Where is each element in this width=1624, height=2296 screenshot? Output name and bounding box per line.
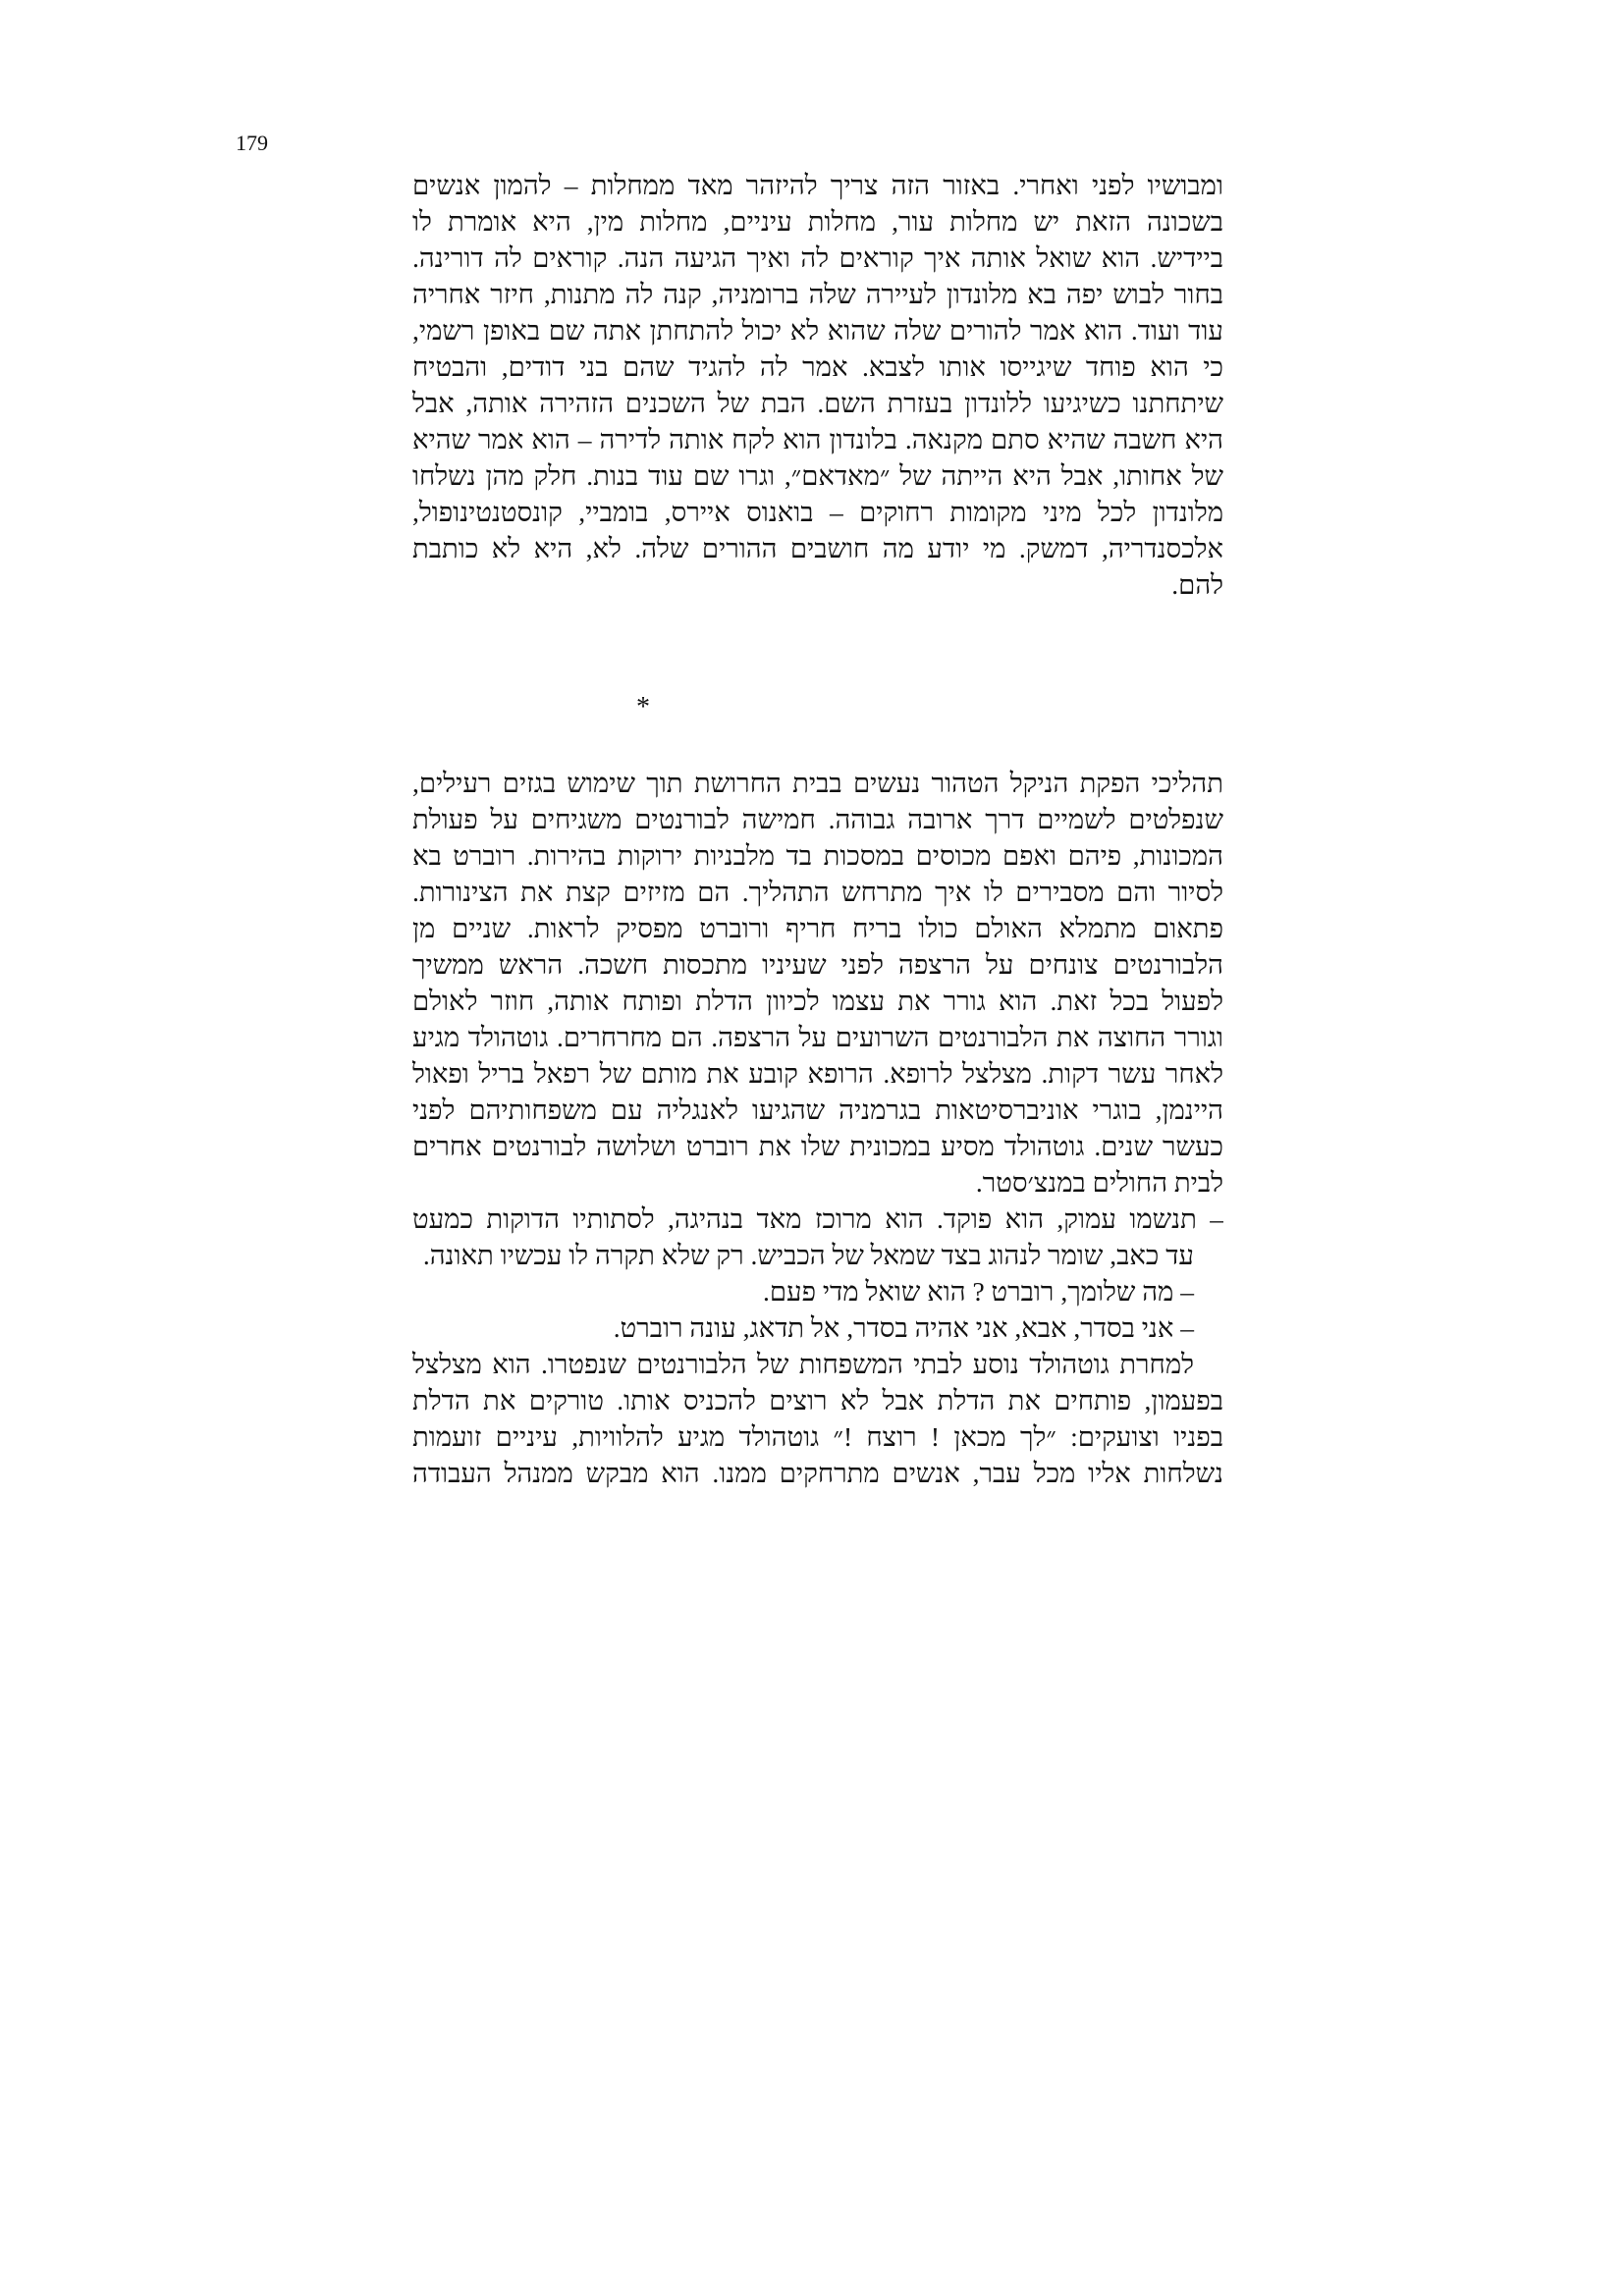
text-line: שיתחתנו כשיגיעו ללונדון בעזרת השם. הבת של השכנים הזהירה אותה, אבל bbox=[412, 388, 1223, 418]
text-line: ביידיש. הוא שואל אותה איך קוראים לה ואיך הגיעה הנה. קוראים לה דורינה. bbox=[412, 242, 1223, 273]
section-2-text bbox=[412, 765, 1223, 1491]
text-line: בפניו וצועקים: ״לך מכאן ! רוצח !״ גוטהולד מגיע להלוויות, עיניים זועמות bbox=[412, 1421, 1223, 1452]
text-line: כעשר שנים. גוטהולד מסיע במכונית שלו את רוברט ושלושה לבורנטים אחרים bbox=[412, 1131, 1223, 1161]
text-line: בפעמון, פותחים את הדלת אבל לא רוצים להכניס אותו. טורקים את הדלת bbox=[412, 1385, 1223, 1415]
text-line: ומבושיו לפני ואחרי. באזור הזה צריך להיזהר מאד ממחלות – להמון אנשים bbox=[412, 170, 1223, 200]
text-line: למחרת גוטהולד נוסע לבתי המשפחות של הלבורנטים שנפטרו. הוא מצלצל bbox=[412, 1349, 1194, 1379]
page-number: 179 bbox=[236, 131, 268, 155]
text-line: בשכונה הזאת יש מחלות עור, מחלות עיניים, מחלות מין, היא אומרת לו bbox=[412, 206, 1223, 237]
text-line: שנפלטים לשמיים דרך ארובה גבוהה. חמישה לבורנטים משגיחים על פעולת bbox=[412, 804, 1223, 834]
text-line: עוד ועוד. הוא אמר להורים שלה שהוא לא יכול להתחתן אתה שם באופן רשמי, bbox=[412, 315, 1223, 346]
text-line: תהליכי הפקת הניקל הטהור נעשים בבית החרושת תוך שימוש בגזים רעילים, bbox=[412, 768, 1223, 798]
text-line: וגורר החוצה את הלבורנטים השרועים על הרצפה. הם מחרחרים. גוטהולד מגיע bbox=[412, 1022, 1223, 1052]
text-line: המכונות, פיהם ואפם מכוסים במסכות בד מלבניות ירוקות בהירות. רוברט בא bbox=[412, 840, 1223, 871]
text-line: עד כאב, שומר לנהוג בצד שמאל של הכביש. רק שלא תקרה לו עכשיו תאונה. bbox=[422, 1240, 1194, 1270]
dialogue-line: – תנשמו עמוק, הוא פוקד. הוא מרוכז מאד בנהיגה, לסתותיו הדוקות כמעט bbox=[412, 1203, 1223, 1234]
text-line: היא חשבה שהיא סתם מקנאה. בלונדון הוא לקח אותה לדירה – הוא אמר שהיא bbox=[412, 424, 1223, 454]
text-line: בחור לבוש יפה בא מלונדון לעיירה שלה ברומניה, קנה לה מתנות, חיזר אחריה bbox=[412, 279, 1223, 309]
text-line: כי הוא פוחד שיגייסו אותו לצבא. אמר לה להגיד שהם בני דודים, והבטיח bbox=[412, 351, 1223, 382]
section-1-text bbox=[412, 167, 1223, 603]
asterisk-separator: * bbox=[636, 692, 650, 722]
text-line: לפעול בכל זאת. הוא גורר את עצמו לכיוון הדלת ופותח אותה, חוזר לאולם bbox=[412, 986, 1223, 1016]
dialogue-line: – מה שלומך, רוברט ? הוא שואל מדי פעם. bbox=[762, 1276, 1194, 1307]
text-line: של אחותו, אבל היא הייתה של ״מאדאם״, וגרו שם עוד בנות. חלק מהן נשלחו bbox=[412, 460, 1223, 491]
text-line: הלבורנטים צונחים על הרצפה לפני שעיניו מתכסות חשכה. הראש ממשיך bbox=[412, 949, 1223, 980]
dialogue-line: – אני בסדר, אבא, אני אהיה בסדר, אל תדאג, עונה רוברט. bbox=[613, 1312, 1194, 1343]
text-line: לסיור והם מסבירים לו איך מתרחש התהליך. הם מזיזים קצת את הצינורות. bbox=[412, 877, 1223, 907]
text-line: לבית החולים במנצ׳סטר. bbox=[975, 1167, 1223, 1198]
text-line: להם. bbox=[1171, 569, 1223, 600]
text-line: נשלחות אליו מכל עבר, אנשים מתרחקים ממנו. הוא מבקש ממנהל העבודה bbox=[412, 1458, 1223, 1488]
text-line: אלכסנדריה, דמשק. מי יודע מה חושבים ההורים שלה. לא, היא לא כותבת bbox=[412, 533, 1223, 563]
text-line: לאחר עשר דקות. מצלצל לרופא. הרופא קובע את מותם של רפאל בריל ופאול bbox=[412, 1058, 1223, 1089]
text-line: פתאום מתמלא האולם כולו בריח חריף ורוברט מפסיק לראות. שניים מן bbox=[412, 913, 1223, 943]
text-line: היינמן, בוגרי אוניברסיטאות בגרמניה שהגיעו לאנגליה עם משפחותיהם לפני bbox=[412, 1095, 1223, 1125]
text-line: מלונדון לכל מיני מקומות רחוקים – בואנוס איירס, בומביי, קונסטנטינופול, bbox=[412, 497, 1223, 527]
